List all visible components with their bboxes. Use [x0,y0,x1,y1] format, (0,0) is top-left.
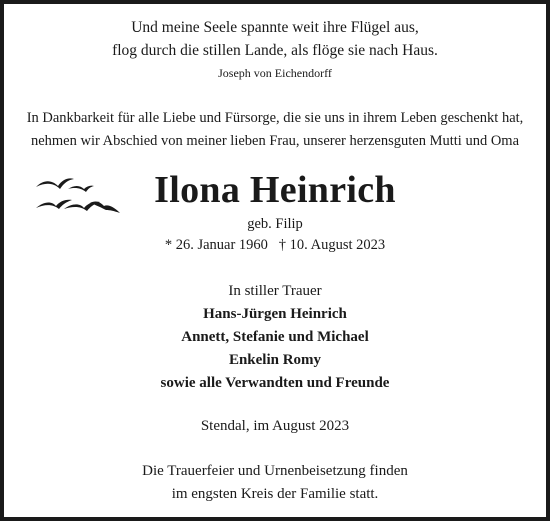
deceased-name: Ilona Heinrich [154,169,396,211]
intro-line-2: nehmen wir Abschied von meiner lieben Frau, unserer herzensguten Mutti und Oma [30,133,520,149]
mourner-name: Hans-Jürgen Heinrich [203,306,347,322]
place-date: Stendal, im August 2023 [200,418,350,434]
life-dates: * 26. Januar 1960 † 10. August 2023 [164,237,386,253]
poem-line-2: flog durch die stillen Lande, als flöge sie nach Haus. [112,42,438,59]
mourner-name: Annett, Stefanie und Michael [181,329,369,345]
funeral-line-1: Die Trauerfeier und Urnenbeisetzung finden [142,463,408,479]
funeral-line-2: im engsten Kreis der Familie statt. [171,486,379,502]
poem-author: Joseph von Eichendorff [218,66,332,80]
mourner-name: sowie alle Verwandten und Freunde [160,375,390,391]
birth-name: geb. Filip [247,216,303,232]
poem-line-1: Und meine Seele spannte weit ihre Flügel aus, [131,19,419,36]
mourners-heading: In stiller Trauer [228,283,322,299]
mourner-name: Enkelin Romy [228,352,322,368]
intro-line-1: In Dankbarkeit für alle Liebe und Fürsorge, die sie uns in ihrem Leben geschenkt hat, [26,110,524,126]
